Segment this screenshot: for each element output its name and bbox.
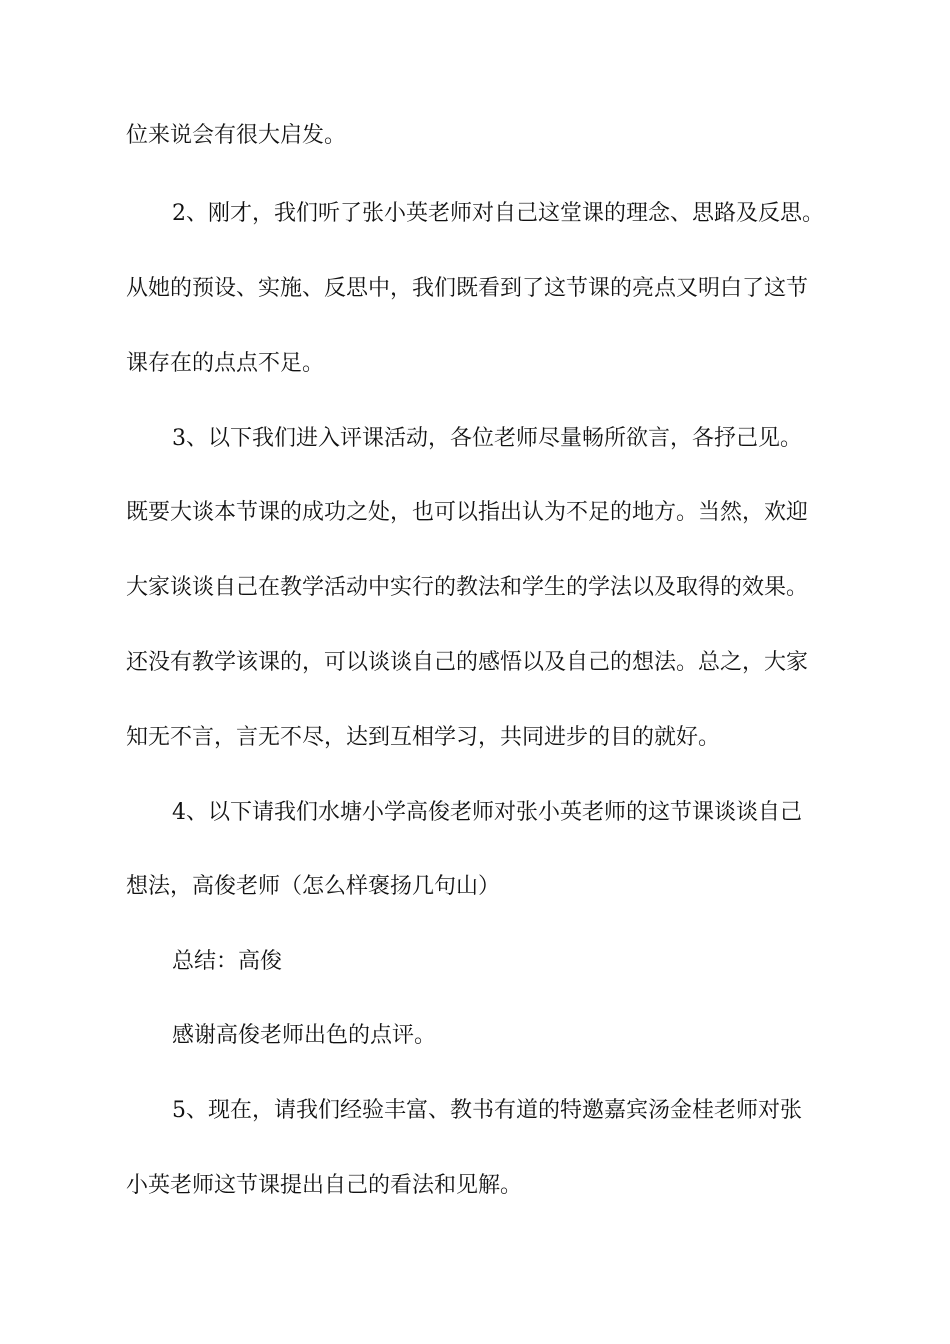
paragraph-4-line-2: 想法，高俊老师（怎么样褒扬几句山）	[126, 874, 501, 899]
paragraph-3-line-2: 既要大谈本节课的成功之处，也可以指出认为不足的地方。当然，欢迎	[126, 500, 809, 525]
paragraph-2-line-1: 2、刚才，我们听了张小英老师对自己这堂课的理念、思路及反思。	[172, 201, 824, 226]
paragraph-5-line-2: 小英老师这节课提出自己的看法和见解。	[126, 1173, 523, 1198]
paragraph-3-line-3: 大家谈谈自己在教学活动中实行的教法和学生的学法以及取得的效果。	[126, 575, 809, 600]
thanks-line: 感谢高俊老师出色的点评。	[172, 1023, 437, 1048]
paragraph-3-line-1: 3、以下我们进入评课活动，各位老师尽量畅所欲言，各抒己见。	[172, 426, 802, 451]
paragraph-4-line-1: 4、以下请我们水塘小学高俊老师对张小英老师的这节课谈谈自己	[172, 800, 802, 825]
summary-line: 总结：高俊	[172, 949, 283, 974]
paragraph-2-line-2: 从她的预设、实施、反思中，我们既看到了这节课的亮点又明白了这节	[126, 276, 809, 301]
paragraph-1-line-1: 位来说会有很大启发。	[126, 123, 347, 148]
paragraph-2-line-3: 课存在的点点不足。	[126, 351, 325, 376]
paragraph-3-line-4: 还没有教学该课的，可以谈谈自己的感悟以及自己的想法。总之，大家	[126, 650, 809, 675]
paragraph-3-line-5: 知无不言，言无不尽，达到互相学习，共同进步的目的就好。	[126, 725, 721, 750]
paragraph-5-line-1: 5、现在，请我们经验丰富、教书有道的特邀嘉宾汤金桂老师对张	[172, 1098, 802, 1123]
